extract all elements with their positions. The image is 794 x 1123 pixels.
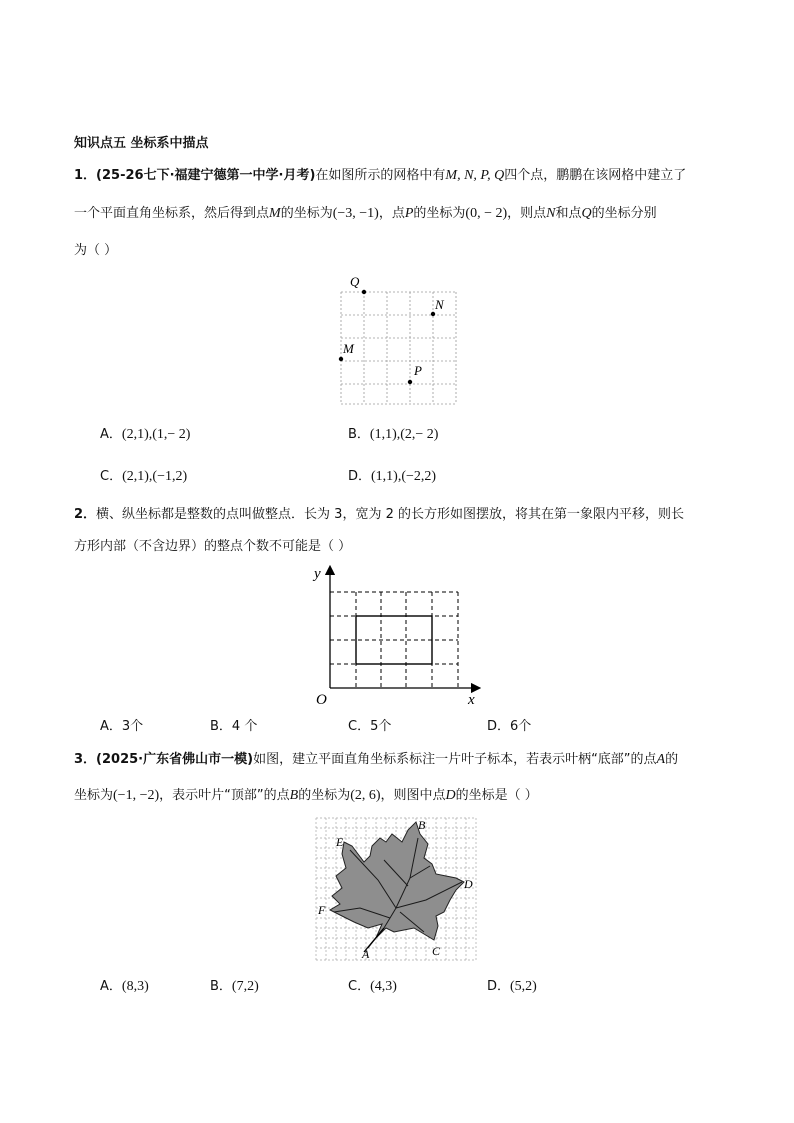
leaf-label-e: E [336, 835, 344, 849]
option-value: 6个 [510, 719, 532, 734]
q3-number: 3． [74, 752, 97, 767]
q3-option-c[interactable] [348, 978, 397, 996]
q1-line1 [74, 167, 686, 185]
q3-text: 的坐标为 [298, 788, 351, 803]
q2-x-label: x [468, 692, 475, 708]
q3-option-a[interactable] [100, 978, 149, 996]
q3-source: (2025·广东省佛山市一模) [96, 752, 254, 767]
q1-text: 在如图所示的网格中有 [315, 168, 446, 183]
q1-grid-figure [330, 272, 470, 412]
q2-option-b[interactable] [210, 718, 257, 736]
q2-figure [308, 562, 488, 712]
q1-text: ，点 [378, 206, 405, 221]
q3-b-coord: (2, 6) [350, 788, 381, 803]
q3-var: D [445, 788, 456, 803]
q2-line2: 方形内部（不含边界）的整点个数不可能是（ ） [74, 539, 352, 554]
q1-points: M, N, P, Q [445, 168, 505, 183]
point-p-dot [408, 380, 412, 384]
q3-text: ，则图中点 [380, 788, 446, 803]
q2-option-a[interactable] [100, 718, 143, 736]
q2-line1 [74, 506, 684, 524]
q2-origin-label: O [316, 692, 327, 708]
q3-var: A [656, 752, 666, 767]
q1-number: 1． [74, 168, 97, 183]
q3-option-d[interactable] [487, 978, 537, 996]
point-q-dot [362, 290, 366, 294]
leaf-shape [330, 822, 464, 940]
q2-grid [330, 592, 458, 688]
option-label: B． [210, 719, 232, 734]
option-label: C． [348, 719, 371, 734]
q3-text: 如图，建立平面直角坐标系标注一片叶子标本，若表示叶柄“底部”的点 [253, 752, 657, 767]
point-m-label: M [343, 341, 354, 356]
option-value: (2,1),(1,− 2) [121, 427, 191, 442]
q3-text: 坐标为 [74, 788, 114, 803]
option-label: A． [100, 427, 122, 442]
q1-m-coord: (−3, −1) [332, 206, 379, 221]
q1-option-c[interactable] [100, 468, 187, 486]
option-value: (2,1),(−1,2) [122, 469, 188, 484]
q1-option-a[interactable] [100, 426, 190, 444]
point-p-label: P [414, 363, 422, 378]
q1-text: 的坐标为 [413, 206, 466, 221]
q1-text: 的坐标分别 [591, 206, 657, 221]
point-n-label: N [435, 297, 444, 312]
option-value: 5个 [370, 719, 392, 734]
q3-a-coord: (−1, −2) [113, 788, 160, 803]
option-value: (4,3) [370, 979, 397, 994]
option-label: A． [100, 979, 122, 994]
option-label: B． [210, 979, 232, 994]
q2-option-c[interactable] [348, 718, 391, 736]
q2-number: 2． [74, 507, 97, 522]
q1-text: ，则点 [507, 206, 547, 221]
option-value: (1,1),(−2,2) [371, 469, 437, 484]
point-m-dot [339, 357, 343, 361]
option-label: D． [487, 719, 511, 734]
q1-line2 [74, 205, 657, 223]
option-value: (7,2) [231, 979, 259, 994]
leaf-label-b: B [418, 818, 426, 832]
q3-var: B [289, 788, 299, 803]
option-value: (8,3) [121, 979, 149, 994]
q1-option-d[interactable] [348, 468, 436, 486]
q1-var: Q [581, 206, 592, 221]
option-value: 3个 [121, 719, 144, 734]
point-n-dot [431, 312, 435, 316]
option-label: A． [100, 719, 122, 734]
option-label: B． [348, 427, 370, 442]
section-title: 知识点五 坐标系中描点 [74, 136, 209, 151]
option-value: 4 个 [231, 719, 258, 734]
option-value: (5,2) [510, 979, 537, 994]
q1-text: 的坐标为 [280, 206, 333, 221]
q3-text: 的 [665, 752, 679, 767]
option-label: D． [348, 469, 372, 484]
q3-line1 [74, 751, 678, 769]
q1-var: P [404, 206, 414, 221]
q1-line3: 为（ ） [74, 243, 118, 258]
q1-var: M [269, 206, 281, 221]
q3-leaf-figure [314, 816, 480, 966]
q2-option-d[interactable] [487, 718, 531, 736]
q3-text: ，表示叶片“顶部”的点 [159, 788, 290, 803]
leaf-label-a: A [362, 947, 370, 961]
option-value: (1,1),(2,− 2) [369, 427, 439, 442]
leaf-label-f: F [318, 903, 326, 917]
option-label: D． [487, 979, 511, 994]
point-q-label: Q [350, 274, 360, 289]
leaf-label-c: C [432, 944, 441, 958]
q1-option-b[interactable] [348, 426, 438, 444]
q2-text: 横、纵坐标都是整数的点叫做整点．长为 3，宽为 2 的长方形如图摆放，将其在第一象限内平移，则长 [96, 507, 684, 522]
q1-var: N [546, 206, 556, 221]
q1-source: (25-26七下·福建宁德第一中学·月考) [96, 168, 316, 183]
q1-text: 和点 [555, 206, 582, 221]
leaf-label-d: D [464, 877, 473, 891]
q3-line2 [74, 787, 538, 805]
q1-text: 一个平面直角坐标系，然后得到点 [74, 206, 270, 221]
q3-option-b[interactable] [210, 978, 259, 996]
q2-y-label: y [314, 566, 321, 582]
q1-p-coord: (0, − 2) [465, 206, 508, 221]
option-label: C． [348, 979, 371, 994]
q1-text: 四个点，鹏鹏在该网格中建立了 [504, 168, 687, 183]
q3-text: 的坐标是（ ） [455, 788, 538, 803]
option-label: C． [100, 469, 123, 484]
